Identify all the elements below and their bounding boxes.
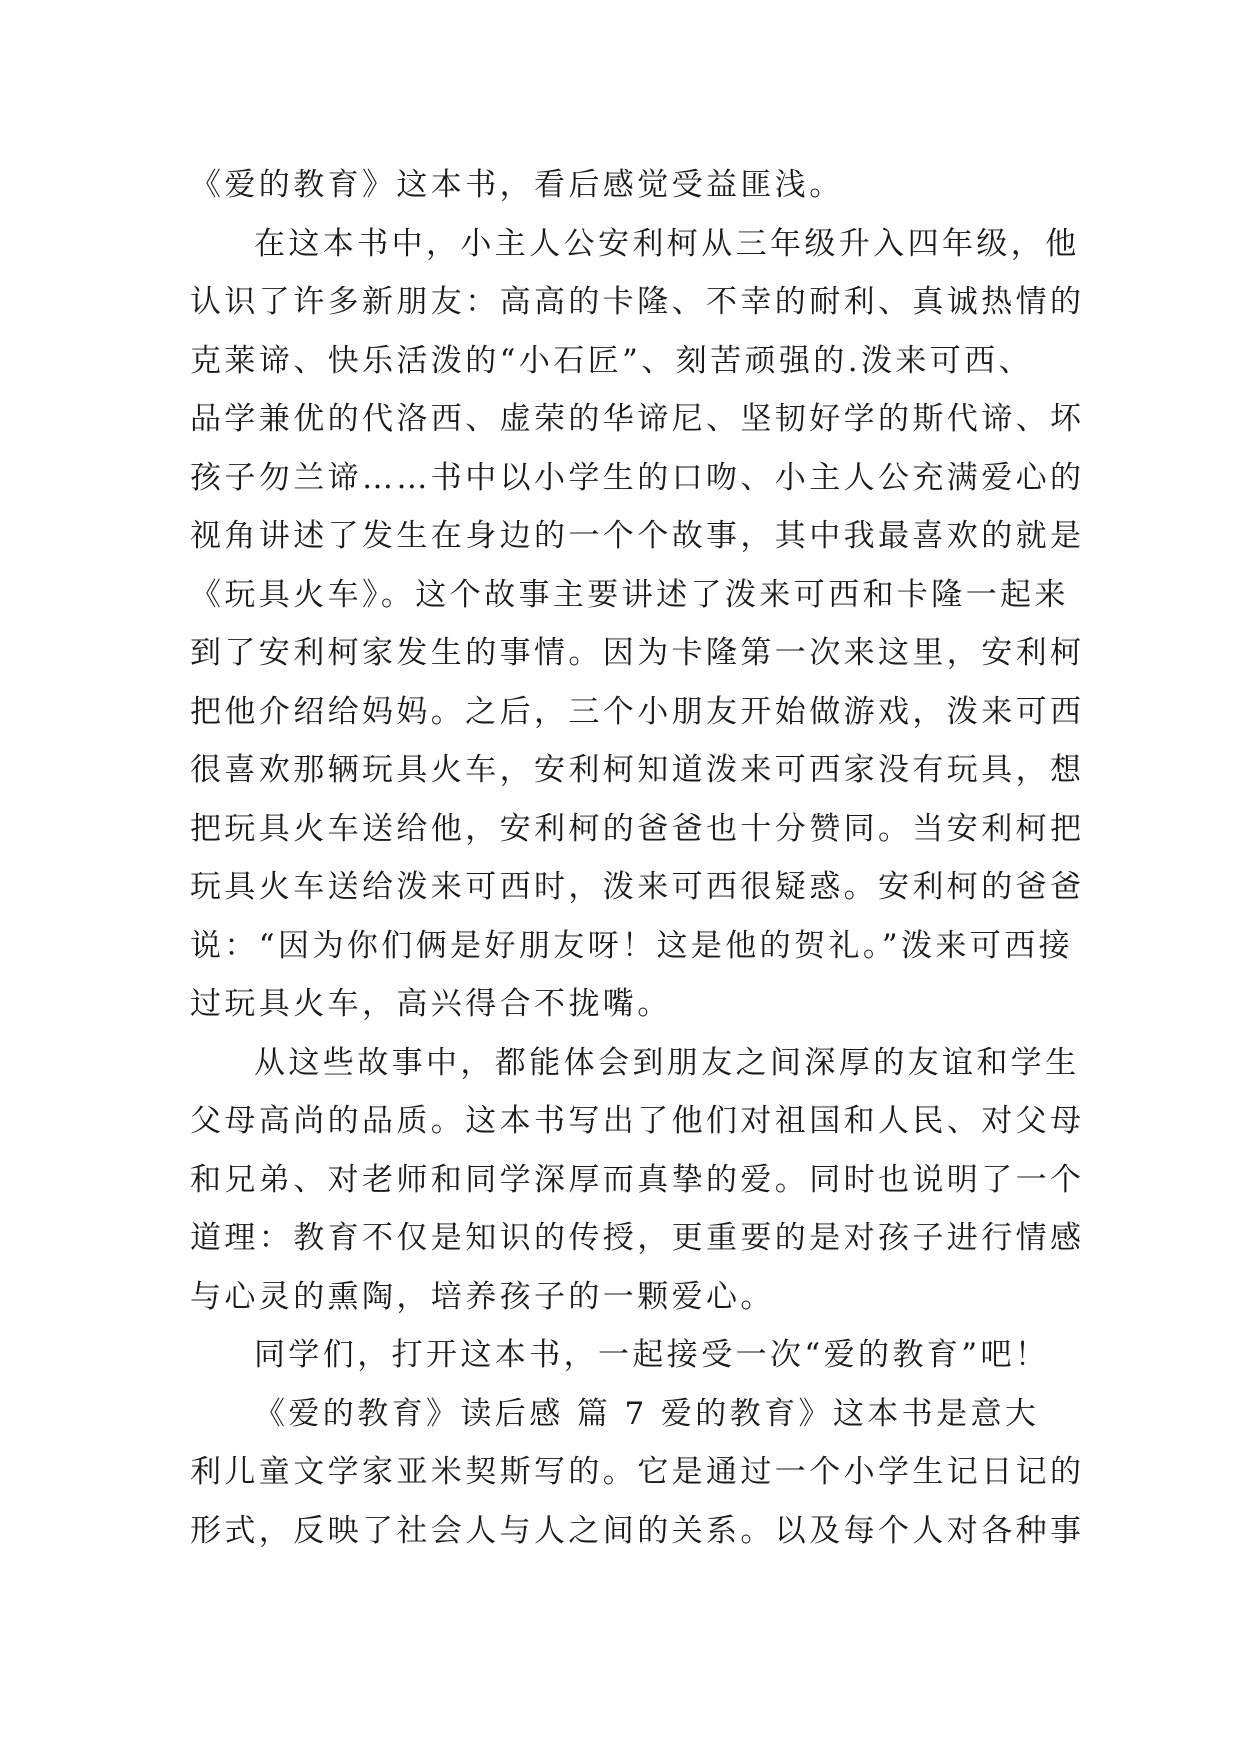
text-line: 和兄弟、对老师和同学深厚而真挚的爱。同时也说明了一个 bbox=[190, 1161, 1085, 1198]
text-line: 把玩具火车送给他，安利柯的爸爸也十分赞同。当安利柯把 bbox=[190, 810, 1085, 847]
text-line: 形式，反映了社会人与人之间的关系。以及每个人对各种事 bbox=[190, 1512, 1085, 1549]
section-heading-line: 《爱的教育》读后感 篇 7 爱的教育》这本书是意大 bbox=[254, 1395, 1040, 1432]
text-line: 同学们，打开这本书，一起接受一次“爱的教育”吧！ bbox=[254, 1337, 1050, 1373]
text-line: 认识了许多新朋友：高高的卡隆、不幸的耐利、真诚热情的 bbox=[190, 284, 1085, 320]
text-line: 利儿童文学家亚米契斯写的。它是通过一个小学生记日记的 bbox=[190, 1454, 1085, 1490]
text-line: 《爱的教育》这本书，看后感觉受益匪浅。 bbox=[190, 167, 844, 203]
text-line: 道理：教育不仅是知识的传授，更重要的是对孩子进行情感 bbox=[190, 1220, 1085, 1256]
text-line: 孩子勿兰谛……书中以小学生的口吻、小主人公充满爱心的 bbox=[190, 459, 1085, 496]
text-line: 把他介绍给妈妈。之后，三个小朋友开始做游戏，泼来可西 bbox=[190, 693, 1085, 730]
document-body bbox=[190, 156, 1085, 1560]
text-line: 克莱谛、快乐活泼的“小石匠”、刻苦顽强的.泼来可西、 bbox=[190, 342, 1033, 379]
text-line: 视角讲述了发生在身边的一个个故事，其中我最喜欢的就是 bbox=[190, 518, 1085, 554]
text-line: 到了安利柯家发生的事情。因为卡隆第一次来这里，安利柯 bbox=[190, 635, 1085, 671]
text-line: 说：“因为你们俩是好朋友呀！这是他的贺礼。”泼来可西接 bbox=[190, 927, 1073, 964]
text-line: 《玩具火车》。这个故事主要讲述了泼来可西和卡隆一起来 bbox=[190, 576, 1069, 613]
text-line: 过玩具火车，高兴得合不拢嘴。 bbox=[190, 986, 672, 1022]
text-line: 品学兼优的代洛西、虚荣的华谛尼、坚韧好学的斯代谛、坏 bbox=[190, 401, 1085, 437]
text-line: 与心灵的熏陶，培养孩子的一颗爱心。 bbox=[190, 1278, 775, 1315]
text-line: 玩具火车送给泼来可西时，泼来可西很疑惑。安利柯的爸爸 bbox=[190, 869, 1085, 905]
text-line: 很喜欢那辆玩具火车，安利柯知道泼来可西家没有玩具，想 bbox=[190, 752, 1085, 788]
text-line: 父母高尚的品质。这本书写出了他们对祖国和人民、对父母 bbox=[190, 1103, 1085, 1139]
text-line: 从这些故事中，都能体会到朋友之间深厚的友谊和学生 bbox=[254, 1044, 1080, 1081]
text-line: 在这本书中，小主人公安利柯从三年级升入四年级，他 bbox=[254, 225, 1080, 262]
